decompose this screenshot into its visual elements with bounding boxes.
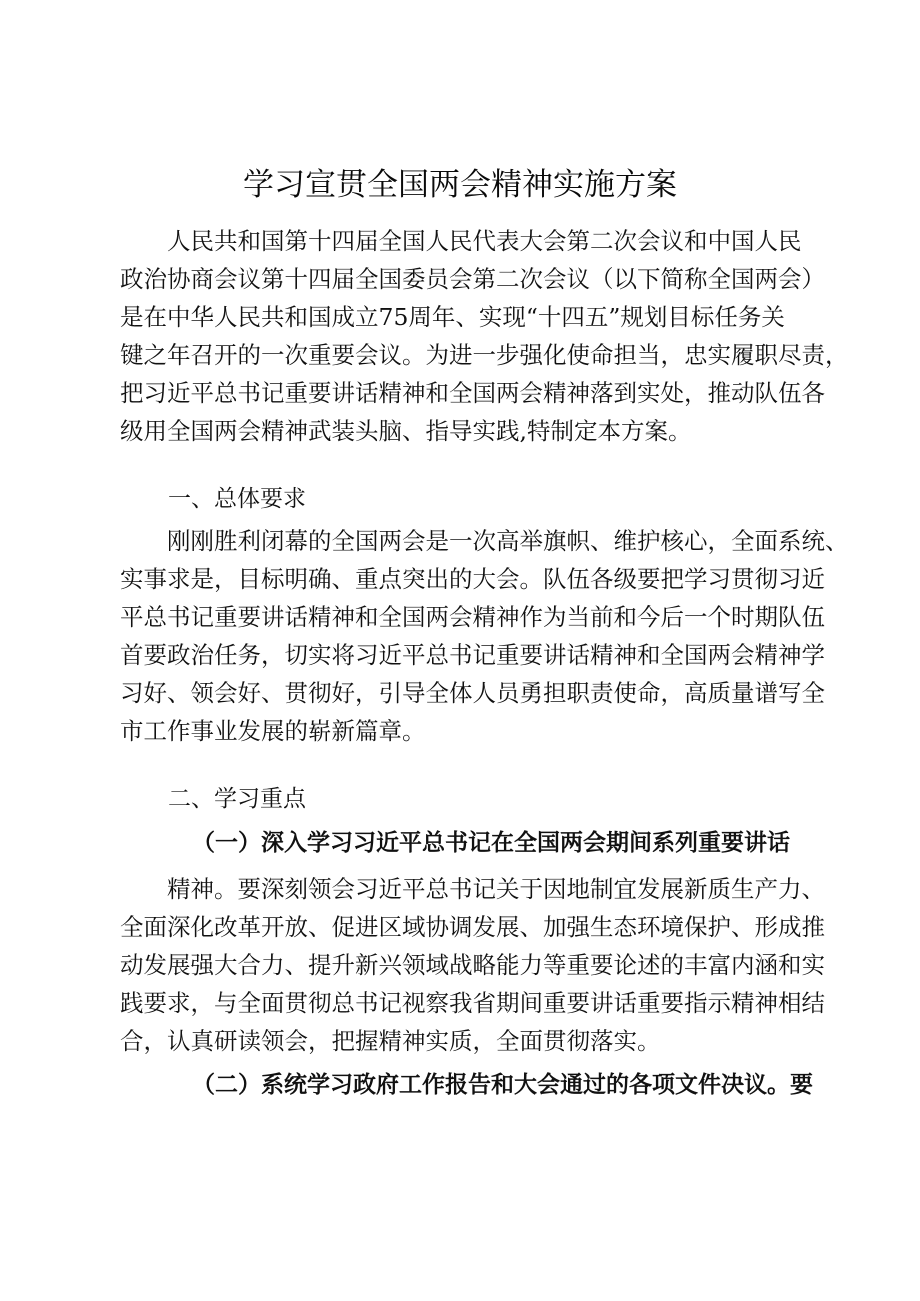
text-line: 精神。要深刻领会习近平总书记关于因地制宜发展新质生产力、 xyxy=(120,875,825,903)
text-line: 平总书记重要讲话精神和全国两会精神作为当前和今后一个时期队伍 xyxy=(120,603,825,631)
subsection1-paragraph xyxy=(120,870,825,1060)
text-line: 习好、领会好、贯彻好，引导全体人员勇担职责使命，高质量谱写全 xyxy=(120,679,825,707)
text-line: 全面深化改革开放、促进区域协调发展、加强生态环境保护、形成推 xyxy=(120,913,825,941)
section-heading-overall-requirements: 一、总体要求 xyxy=(168,486,306,512)
intro-paragraph xyxy=(120,222,849,450)
text-line: 首要政治任务，切实将习近平总书记重要讲话精神和全国两会精神学 xyxy=(120,641,825,669)
text-line: 实事求是，目标明确、重点突出的大会。队伍各级要把学习贯彻习近 xyxy=(120,565,825,593)
document-title: 学习宣贯全国两会精神实施方案 xyxy=(243,167,677,203)
text-line: 动发展强大合力、提升新兴领域战略能力等重要论述的丰富内涵和实 xyxy=(120,951,825,979)
text-line: 把习近平总书记重要讲话精神和全国两会精神落到实处，推动队伍各 xyxy=(120,379,825,407)
text-line: 政治协商会议第十四届全国委员会第二次会议（以下简称全国两会） xyxy=(120,265,825,293)
text-line: 级用全国两会精神武装头脑、指导实践,特制定本方案。 xyxy=(120,417,692,445)
text-line: 刚刚胜利闭幕的全国两会是一次高举旗帜、维护核心，全面系统、 xyxy=(120,527,849,555)
section1-paragraph xyxy=(120,522,849,750)
subsection-heading-2: （二）系统学习政府工作报告和大会通过的各项文件决议。要 xyxy=(192,1071,813,1098)
text-line: 合，认真研读领会，把握精神实质，全面贯彻落实。 xyxy=(120,1027,661,1055)
text-line: 人民共和国第十四届全国人民代表大会第二次会议和中国人民 xyxy=(120,227,802,255)
text-line: 践要求，与全面贯彻总书记视察我省期间重要讲话重要指示精神相结 xyxy=(120,989,825,1017)
subsection-heading-1: （一）深入学习习近平总书记在全国两会期间系列重要讲话 xyxy=(192,829,790,856)
text-line: 键之年召开的一次重要会议。为进一步强化使命担当，忠实履职尽责， xyxy=(120,341,849,369)
section-heading-study-focus: 二、学习重点 xyxy=(168,786,306,812)
text-line: 市工作事业发展的崭新篇章。 xyxy=(120,717,426,745)
text-line: 是在中华人民共和国成立75周年、实现“十四五”规划目标任务关 xyxy=(120,303,785,331)
